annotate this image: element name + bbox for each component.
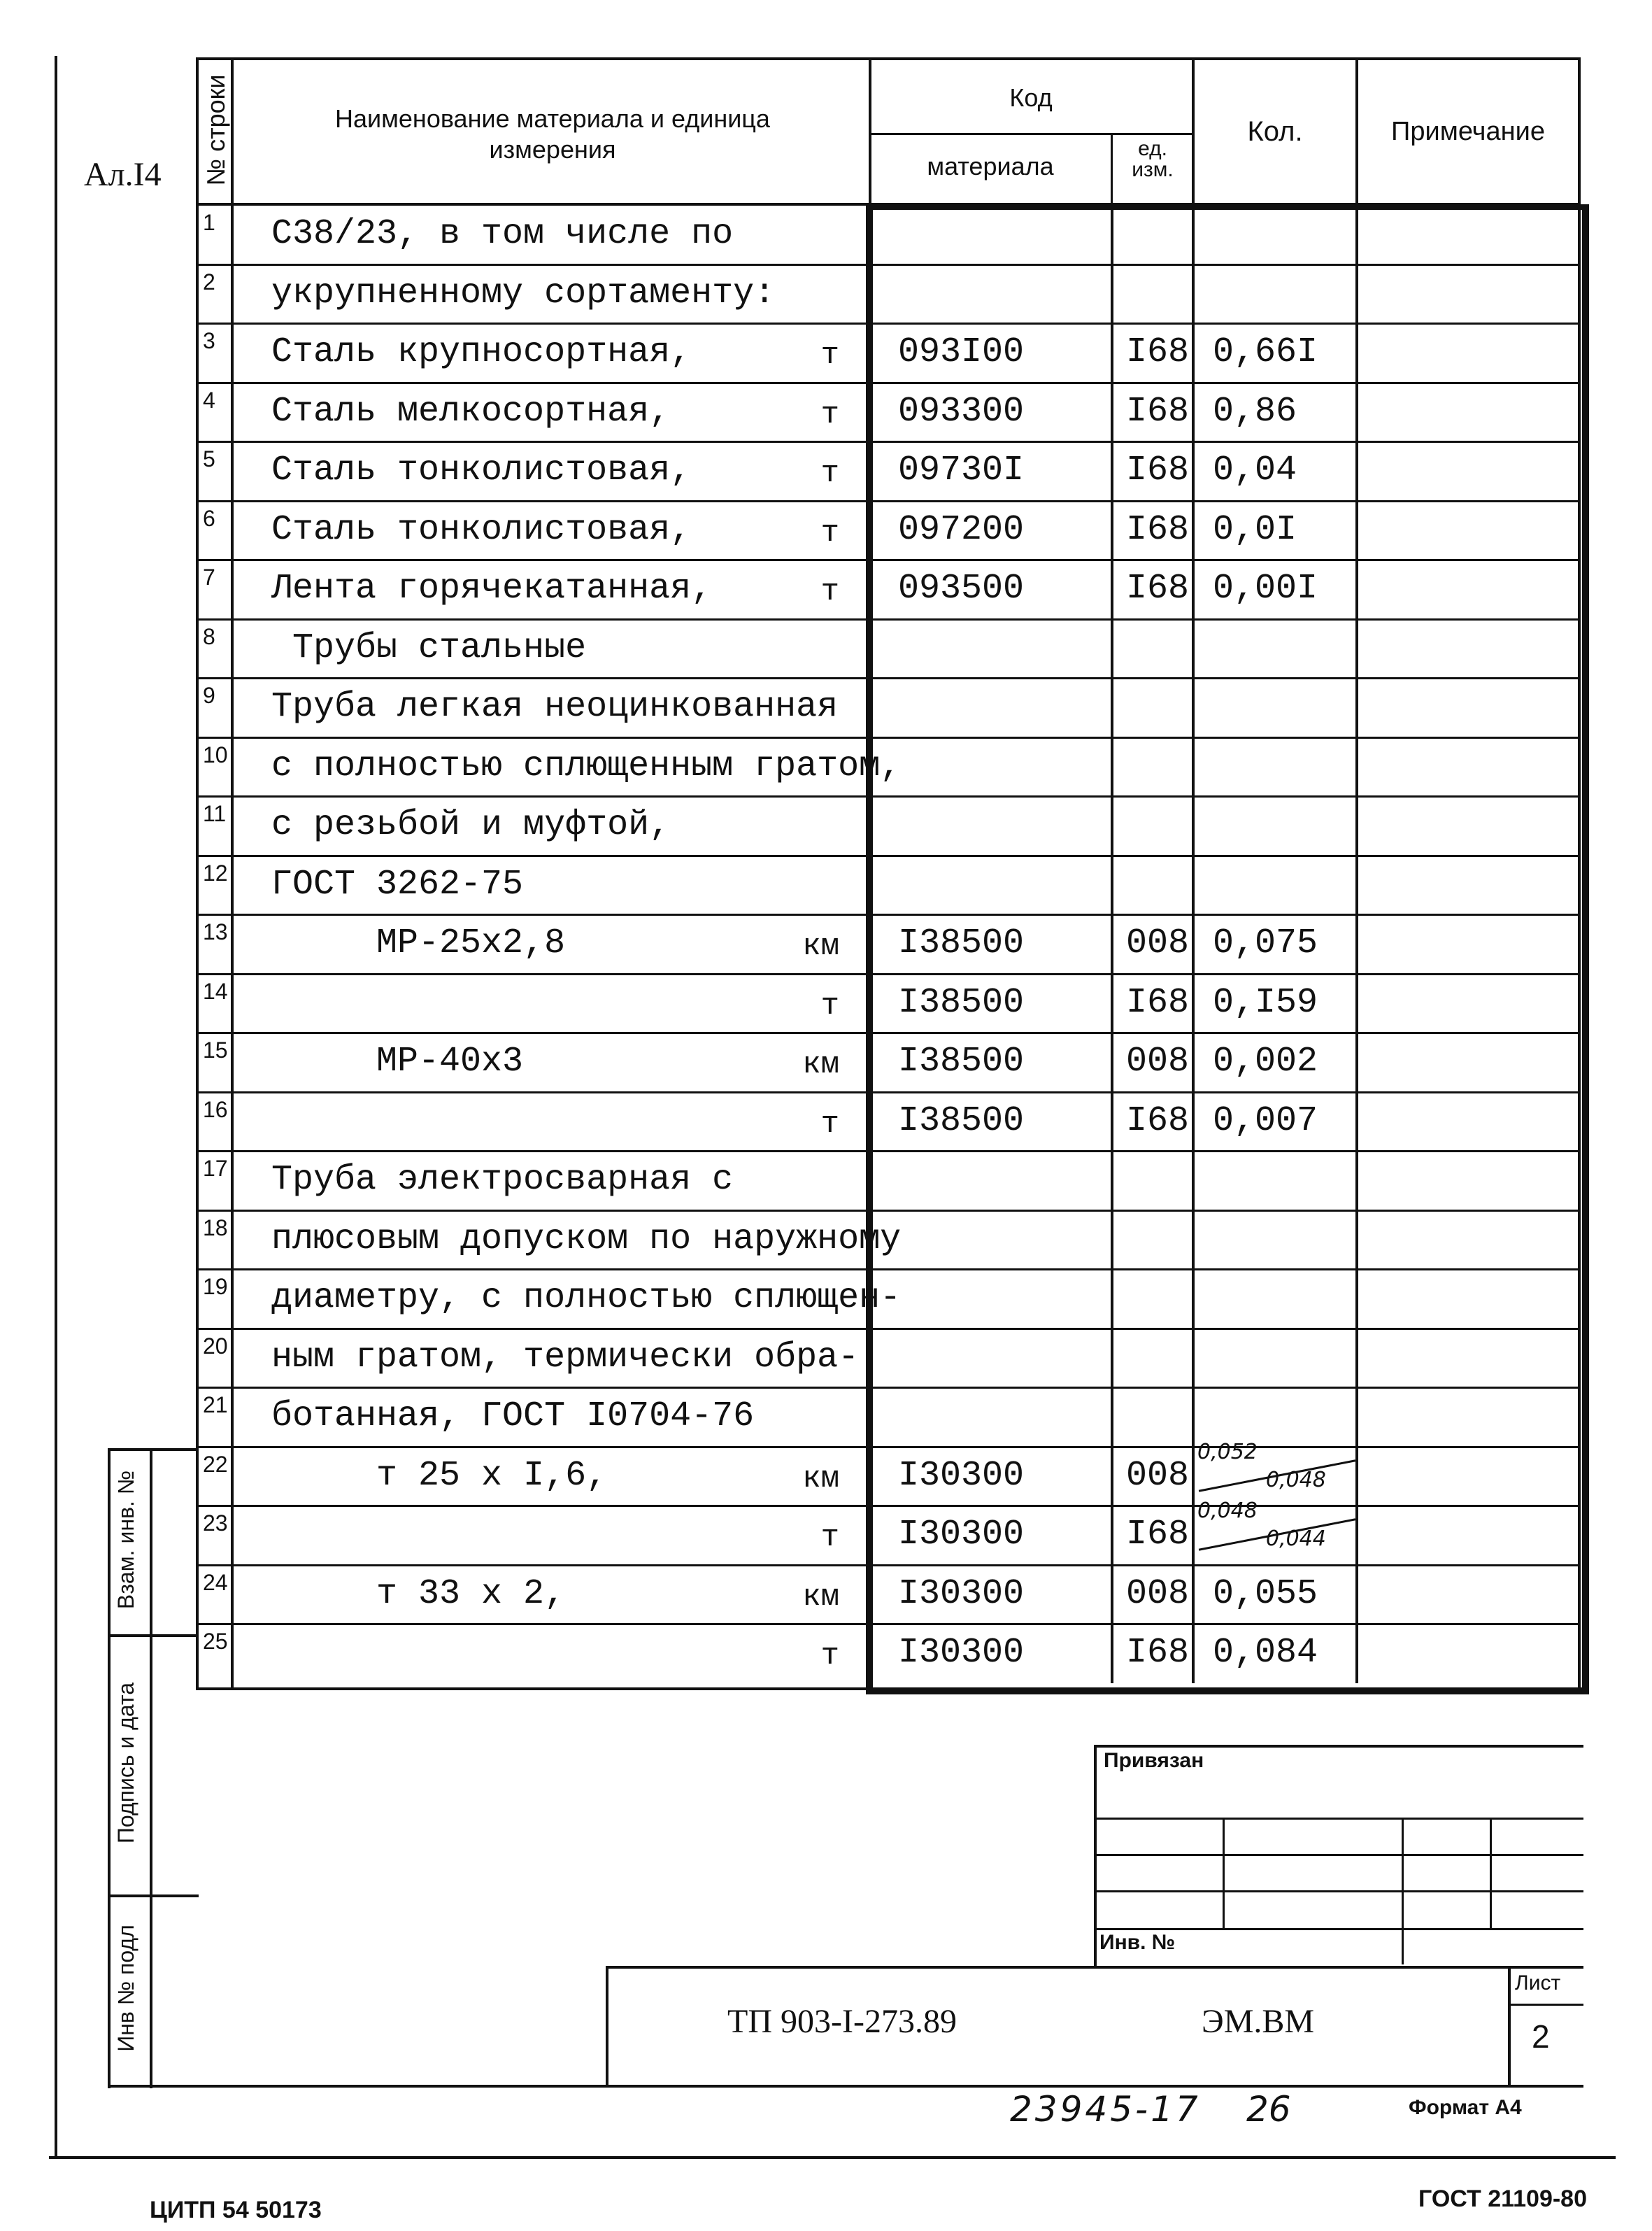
margin-col-left [108,1448,111,2088]
row-divider [199,1564,1578,1566]
row-qty: 0,04 [1213,451,1297,490]
row-divider [199,1387,1578,1389]
row-number: 24 [203,1569,228,1595]
row-number: 12 [203,860,228,886]
row-unit-code: I68 [1125,1100,1189,1141]
row-name: ным гратом, термически обра- [271,1337,860,1377]
row-number: 17 [203,1156,228,1181]
sheet-side-label: Ал.I4 [84,156,162,193]
row-divider [199,1150,1578,1152]
header-unit-line1: ед. [1138,137,1167,160]
row-number: 2 [203,269,215,295]
row-number: 11 [203,801,227,826]
row-unit-code: 008 [1125,1455,1189,1496]
margin-col-mid [150,1448,152,2088]
row-code: 09730I [898,451,1025,490]
row-code: I30300 [898,1573,1025,1614]
row-qty: 0,055 [1213,1573,1318,1614]
header-unit-line2: изм. [1132,158,1174,181]
row-name: МР-40х3 [271,1042,524,1082]
row-divider [199,795,1578,798]
row-unit-code: 008 [1125,1042,1189,1082]
header-name: Наименование материала и единица измерения [335,104,770,164]
row-name: т 25 х I,6, [271,1455,608,1496]
row-unit: т [820,1520,839,1555]
row-number: 15 [203,1037,228,1063]
row-unit-code: I68 [1125,1515,1189,1554]
doc-box-left [606,1966,608,2088]
row-name: т 33 х 2, [271,1573,566,1614]
privyazan-grid-2 [1094,1854,1583,1856]
row-divider [199,264,1578,266]
row-divider [199,1268,1578,1270]
table-top-border [196,57,1581,60]
body-unit-divider [1111,204,1113,1683]
row-unit: км [802,1461,839,1496]
list-box-left [1508,1966,1511,2088]
header-material: материала [927,152,1054,180]
row-code: I38500 [898,1100,1025,1141]
row-number: 20 [203,1333,228,1359]
row-number: 9 [203,683,215,708]
privyazan-grid-1 [1094,1818,1583,1820]
row-qty: 0,002 [1213,1042,1318,1082]
row-code: I38500 [898,982,1025,1023]
row-qty: 0,I59 [1213,982,1318,1023]
row-qty: 0,00I [1213,569,1318,609]
header-note: Примечание [1391,117,1545,146]
row-unit: т [820,1638,839,1673]
inv-no-label: Инв. № [1099,1931,1176,1954]
row-name: Лента горячекатанная, [271,569,713,609]
row-name: Труба электросварная с [271,1160,734,1200]
row-unit: т [820,456,839,491]
row-name: Сталь крупносортная, [271,332,692,372]
header-unit [1113,139,1192,180]
row-qty: 0,66I [1213,332,1318,372]
row-number: 1 [203,210,215,235]
row-name: с полностью сплющенным гратом, [271,746,902,786]
row-number: 21 [203,1392,228,1417]
margin-vzam-label: Взам. инв. № [113,1470,138,1610]
privyazan-col-2 [1402,1818,1404,1964]
handwritten-r22-new: 0,048 [1266,1468,1326,1492]
row-divider [199,1210,1578,1212]
handwritten-r22-old: 0,052 [1197,1440,1258,1464]
row-name: Сталь тонколистовая, [271,509,692,550]
row-name: диаметру, с полностью сплющен- [271,1278,902,1318]
row-name: МР-25х2,8 [271,923,566,963]
row-number: 8 [203,623,215,649]
row-unit: км [802,1047,839,1082]
row-divider [199,1091,1578,1093]
list-number: 2 [1532,2018,1550,2055]
row-divider [199,737,1578,739]
row-unit-code: I68 [1125,451,1189,490]
row-name: с резьбой и муфтой, [271,805,671,845]
row-qty: 0,86 [1213,391,1297,432]
code-left-divider [869,57,871,204]
table-left-border [196,57,199,1687]
row-name: ботанная, ГОСТ I0704-76 [271,1396,755,1436]
footer-left: ЦИТП 54 50173 [150,2197,322,2223]
row-name: плюсовым допуском по наружному [271,1219,902,1259]
row-divider [199,1623,1578,1625]
row-code: I30300 [898,1633,1025,1673]
archive-number: 23945-17 [1010,2089,1201,2130]
handwritten-r23-new: 0,044 [1266,1527,1326,1551]
row-code: I30300 [898,1515,1025,1554]
header-qty: Кол. [1247,116,1303,147]
privyazan-grid-3 [1094,1890,1583,1892]
body-qty-divider [1192,204,1195,1683]
row-code: I38500 [898,1042,1025,1082]
row-qty: 0,075 [1213,923,1318,963]
row-unit: т [820,338,839,373]
row-divider [199,1032,1578,1034]
row-name: ГОСТ 3262-75 [271,864,524,905]
privyazan-col-1 [1223,1818,1225,1928]
row-code: 093I00 [898,332,1025,372]
row-divider [199,1505,1578,1507]
row-divider [199,677,1578,679]
row-number: 19 [203,1274,228,1299]
row-unit-code: I68 [1125,332,1189,372]
row-number: 7 [203,565,215,590]
row-code: I38500 [898,923,1025,963]
row-divider [199,441,1578,443]
row-unit-code: I68 [1125,1633,1189,1673]
doc-mark: ЭМ.ВМ [1202,2003,1315,2040]
outer-left-border [55,56,57,2158]
row-divider [199,323,1578,325]
row-number: 10 [203,742,228,767]
margin-inv-label: Инв № подл [113,1925,138,2052]
privyazan-grid-4 [1094,1928,1583,1930]
doc-code: ТП 903-I-273.89 [727,2003,957,2040]
archive-page: 26 [1246,2089,1291,2130]
row-divider [199,559,1578,561]
row-divider [199,1328,1578,1330]
privyazan-col-3 [1490,1818,1492,1928]
row-unit: т [820,574,839,609]
row-unit-code: I68 [1125,509,1189,550]
row-name: С38/23, в том числе по [271,214,734,254]
list-label: Лист [1515,1971,1561,1995]
row-name: Сталь тонколистовая, [271,451,692,490]
row-number: 16 [203,1096,228,1122]
privyazan-label: Привязан [1104,1749,1204,1772]
row-code: 097200 [898,509,1025,550]
table-bottom-line [196,1687,1581,1690]
row-unit-code: 008 [1125,1573,1189,1614]
row-unit: т [820,397,839,432]
row-unit-code: I68 [1125,982,1189,1023]
code-subheader-line [869,133,1193,135]
footer-right: ГОСТ 21109-80 [1418,2186,1588,2212]
privyazan-left [1094,1745,1097,1969]
row-number: 6 [203,505,215,531]
row-number: 25 [203,1629,228,1654]
unit-header-divider [1111,133,1113,203]
doc-box-top [606,1966,1583,1969]
header-code: Код [1009,83,1053,112]
row-number: 5 [203,446,215,472]
row-number: 13 [203,919,228,944]
row-number: 18 [203,1214,228,1240]
row-code: 093300 [898,391,1025,432]
body-note-divider [1355,204,1358,1683]
row-divider [199,914,1578,916]
row-qty: 0,007 [1213,1100,1318,1141]
row-number: 3 [203,328,215,353]
row-code: I30300 [898,1455,1025,1496]
row-number: 4 [203,387,215,413]
margin-podpis-label: Подпись и дата [113,1682,138,1844]
row-unit-code: 008 [1125,923,1189,963]
row-unit: т [820,1106,839,1142]
row-number: 14 [203,978,228,1004]
rownum-divider [231,57,234,1687]
outer-bottom-border [49,2156,1616,2159]
row-unit-code: I68 [1125,569,1189,609]
row-divider [199,1446,1578,1448]
row-unit: км [802,1579,839,1615]
row-unit: т [820,515,839,551]
format-label: Формат А4 [1409,2096,1522,2119]
row-name: укрупненному сортаменту: [271,273,776,313]
stamp-bottom-line [108,2085,1583,2088]
row-divider [199,973,1578,975]
row-name: Сталь мелкосортная, [271,391,671,432]
header-row-number: № строки [201,74,230,186]
row-divider [199,382,1578,384]
row-divider [199,500,1578,502]
row-unit: км [802,929,839,964]
row-divider [199,855,1578,857]
row-name: Трубы стальные [271,628,587,668]
row-divider [199,618,1578,621]
row-unit-code: I68 [1125,391,1189,432]
row-unit: т [820,988,839,1024]
row-code: 093500 [898,569,1025,609]
list-box-divider [1508,2004,1583,2006]
row-qty: 0,084 [1213,1633,1318,1673]
privyazan-top [1094,1745,1583,1748]
row-name: Труба легкая неоцинкованная [271,687,839,727]
row-qty: 0,0I [1213,509,1297,550]
row-number: 22 [203,1451,228,1477]
handwritten-r23-old: 0,048 [1197,1499,1258,1523]
row-number: 23 [203,1510,228,1536]
